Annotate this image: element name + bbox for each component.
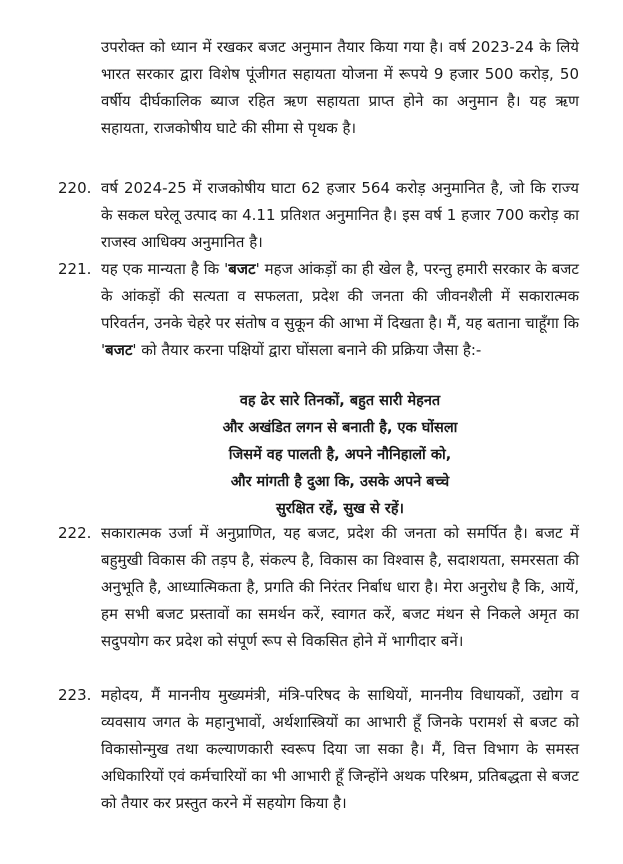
paragraph-number-222: 222. <box>58 524 92 542</box>
paragraph-221-bold-2: बजट <box>105 341 133 359</box>
paragraph-221-text-2: ' महज आंकड़ों का ही खेल है, परन्तु हमारी सरकार के बजट के आंकड़ों की सत्यता व सफलता, प्रदेश की जनता की जीवनशैली में सकारात्मक परिवर्तन, उनके चेहरे पर संतोष व सुकून की आभा में दिखता है। मैं, यह बताना चाहूँगा कि ' <box>101 260 579 359</box>
poem-line: और अखंडित लगन से बनाती है, एक घोंसला <box>222 420 458 436</box>
paragraph-number-221: 221. <box>58 260 92 278</box>
poem-line: और मांगती है दुआ कि, उसके अपने बच्चे <box>230 474 450 490</box>
intro-paragraph: उपरोक्त को ध्यान में रखकर बजट अनुमान तैयार किया गया है। वर्ष 2023-24 के लिये भारत सरकार द्वारा विशेष पूंजीगत सहायता योजना में रूपये 9 हजार 500 करोड़, 50 वर्षीय दीर्घकालिक ब्याज रहित ऋण सहायता प्राप्त होने का अनुमान है। यह ऋण सहायता, राजकोषीय घाटे की सीमा से पृथक है। <box>101 38 579 137</box>
paragraph-222: सकारात्मक उर्जा में अनुप्राणित, यह बजट, प्रदेश की जनता को समर्पित है। बजट में बहुमुखी विकास की तड़प है, संकल्प है, विकास का विश्वास है, सदाशयता, समरसता की अनुभूति है, आध्यात्मिकता है, प्रगति की निरंतर निर्बाध धारा है। मेरा अनुरोध है कि, आयें, हम सभी बजट प्रस्तावों का समर्थन करें, स्वागत करें, बजट मंथन से निकले अमृत का सदुपयोग कर प्रदेश को संपूर्ण रूप से विकसित होने में भागीदार बनें। <box>101 524 579 650</box>
paragraph-number-223: 223. <box>58 686 92 704</box>
paragraph-221-text-3: ' को तैयार करना पक्षियों द्वारा घोंसला बनाने की प्रक्रिया जैसा है:- <box>132 341 482 359</box>
paragraph-221 <box>101 256 579 364</box>
paragraph-221-bold-1: बजट <box>228 260 256 278</box>
poem-line: वह ढेर सारे तिनकों, बहुत सारी मेहनत <box>239 393 441 409</box>
poem-line: जिसमें वह पालती है, अपने नौनिहालों को, <box>228 447 452 463</box>
poem-line: सुरक्षित रहें, सुख से रहें। <box>275 501 405 517</box>
paragraph-220: वर्ष 2024-25 में राजकोषीय घाटा 62 हजार 564 करोड़ अनुमानित है, जो कि राज्य के सकल घरेलू उत्पाद का 4.11 प्रतिशत अनुमानित है। इस वर्ष 1 हजार 700 करोड़ का राजस्व आधिक्य अनुमानित है। <box>101 179 579 251</box>
paragraph-223: महोदय, मैं माननीय मुख्यमंत्री, मंत्रि-परिषद के साथियों, माननीय विधायकों, उद्योग व व्यवसाय जगत के महानुभावों, अर्थशास्त्रियों का आभारी हूँ जिनके परामर्श से बजट को विकासोन्मुख तथा कल्याणकारी स्वरूप दिया जा सका है। मैं, वित्त विभाग के समस्त अधिकारियों एवं कर्मचारियों का भी आभारी हूँ जिन्होंने अथक परिश्रम, प्रतिबद्धता से बजट को तैयार कर प्रस्तुत करने में सहयोग किया है। <box>101 686 579 812</box>
paragraph-221-text-1: यह एक मान्यता है कि ' <box>101 260 229 278</box>
paragraph-number-220: 220. <box>58 179 92 197</box>
poem-block <box>101 388 579 523</box>
